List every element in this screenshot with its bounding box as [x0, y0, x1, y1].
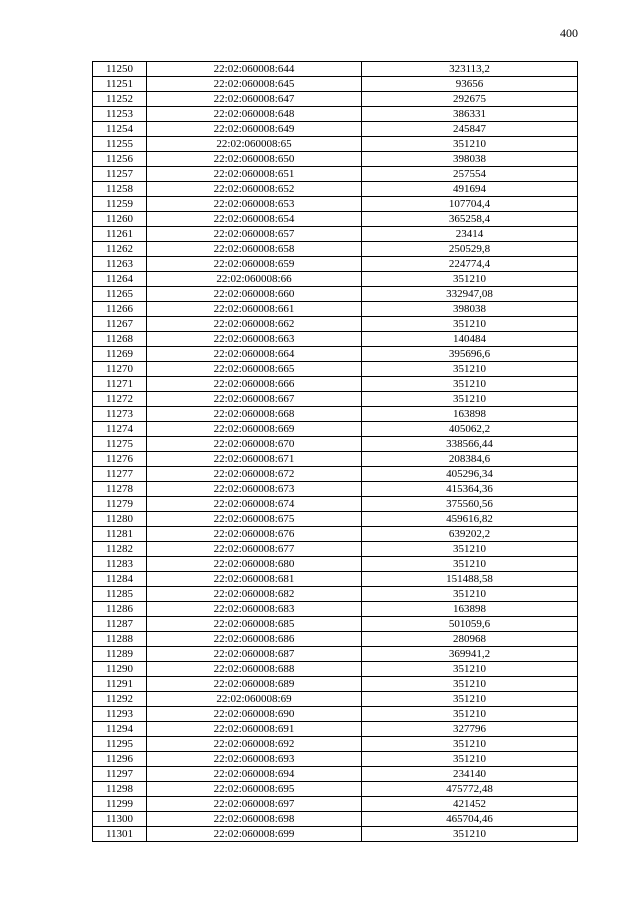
table-row: [93, 677, 578, 692]
row-number-cell: 11285: [93, 587, 147, 602]
row-number-cell: 11259: [93, 197, 147, 212]
row-number-cell: 11296: [93, 752, 147, 767]
row-number-cell: 11288: [93, 632, 147, 647]
cadastral-number-cell: 22:02:060008:671: [147, 452, 362, 467]
cadastral-number-cell: 22:02:060008:69: [147, 692, 362, 707]
row-number-cell: 11282: [93, 542, 147, 557]
table-row: [93, 107, 578, 122]
row-number-cell: 11286: [93, 602, 147, 617]
row-number-cell: 11270: [93, 362, 147, 377]
cadastral-number-cell: 22:02:060008:667: [147, 392, 362, 407]
table-row: [93, 437, 578, 452]
cadastral-value-cell: 224774,4: [362, 257, 578, 272]
cadastral-number-cell: 22:02:060008:647: [147, 92, 362, 107]
row-number-cell: 11266: [93, 302, 147, 317]
cadastral-number-cell: 22:02:060008:686: [147, 632, 362, 647]
cadastral-number-cell: 22:02:060008:699: [147, 827, 362, 842]
table-row: [93, 332, 578, 347]
table-row: [93, 587, 578, 602]
cadastral-value-cell: 405296,34: [362, 467, 578, 482]
table-row: [93, 242, 578, 257]
table-row: [93, 797, 578, 812]
cadastral-number-cell: 22:02:060008:687: [147, 647, 362, 662]
row-number-cell: 11281: [93, 527, 147, 542]
cadastral-value-cell: 163898: [362, 602, 578, 617]
cadastral-number-cell: 22:02:060008:666: [147, 377, 362, 392]
cadastral-number-cell: 22:02:060008:698: [147, 812, 362, 827]
cadastral-value-cell: 250529,8: [362, 242, 578, 257]
table-row: [93, 122, 578, 137]
cadastral-number-cell: 22:02:060008:683: [147, 602, 362, 617]
cadastral-number-cell: 22:02:060008:691: [147, 722, 362, 737]
cadastral-value-cell: 280968: [362, 632, 578, 647]
cadastral-value-cell: 351210: [362, 587, 578, 602]
row-number-cell: 11262: [93, 242, 147, 257]
row-number-cell: 11278: [93, 482, 147, 497]
cadastral-value-cell: 93656: [362, 77, 578, 92]
cadastral-value-cell: 351210: [362, 692, 578, 707]
cadastral-value-cell: 415364,36: [362, 482, 578, 497]
cadastral-value-cell: 369941,2: [362, 647, 578, 662]
cadastral-value-cell: 475772,48: [362, 782, 578, 797]
row-number-cell: 11293: [93, 707, 147, 722]
cadastral-number-cell: 22:02:060008:652: [147, 182, 362, 197]
row-number-cell: 11287: [93, 617, 147, 632]
row-number-cell: 11261: [93, 227, 147, 242]
table-row: [93, 152, 578, 167]
cadastral-value-cell: 351210: [362, 542, 578, 557]
cadastral-value-table: [92, 61, 578, 842]
table-row: [93, 407, 578, 422]
cadastral-value-cell: 351210: [362, 752, 578, 767]
cadastral-number-cell: 22:02:060008:649: [147, 122, 362, 137]
cadastral-value-cell: 332947,08: [362, 287, 578, 302]
row-number-cell: 11294: [93, 722, 147, 737]
row-number-cell: 11301: [93, 827, 147, 842]
page-number: 400: [560, 26, 578, 40]
cadastral-number-cell: 22:02:060008:644: [147, 62, 362, 77]
cadastral-number-cell: 22:02:060008:689: [147, 677, 362, 692]
row-number-cell: 11275: [93, 437, 147, 452]
cadastral-number-cell: 22:02:060008:660: [147, 287, 362, 302]
cadastral-value-cell: 351210: [362, 557, 578, 572]
cadastral-number-cell: 22:02:060008:672: [147, 467, 362, 482]
cadastral-value-cell: 351210: [362, 317, 578, 332]
cadastral-value-cell: 163898: [362, 407, 578, 422]
cadastral-value-cell: 351210: [362, 662, 578, 677]
table-row: [93, 707, 578, 722]
cadastral-value-cell: 465704,46: [362, 812, 578, 827]
cadastral-value-cell: 151488,58: [362, 572, 578, 587]
table-row: [93, 602, 578, 617]
table-row: [93, 497, 578, 512]
cadastral-number-cell: 22:02:060008:697: [147, 797, 362, 812]
cadastral-number-cell: 22:02:060008:693: [147, 752, 362, 767]
row-number-cell: 11299: [93, 797, 147, 812]
table-row: [93, 782, 578, 797]
cadastral-number-cell: 22:02:060008:675: [147, 512, 362, 527]
cadastral-value-cell: 421452: [362, 797, 578, 812]
cadastral-number-cell: 22:02:060008:676: [147, 527, 362, 542]
cadastral-number-cell: 22:02:060008:665: [147, 362, 362, 377]
cadastral-value-cell: 398038: [362, 152, 578, 167]
table-row: [93, 167, 578, 182]
cadastral-value-cell: 365258,4: [362, 212, 578, 227]
table-row: [93, 392, 578, 407]
row-number-cell: 11250: [93, 62, 147, 77]
cadastral-value-cell: 351210: [362, 377, 578, 392]
cadastral-value-cell: 386331: [362, 107, 578, 122]
table-row: [93, 347, 578, 362]
cadastral-number-cell: 22:02:060008:674: [147, 497, 362, 512]
table-row: [93, 812, 578, 827]
cadastral-value-cell: 338566,44: [362, 437, 578, 452]
row-number-cell: 11277: [93, 467, 147, 482]
row-number-cell: 11284: [93, 572, 147, 587]
cadastral-value-cell: 208384,6: [362, 452, 578, 467]
row-number-cell: 11290: [93, 662, 147, 677]
row-number-cell: 11252: [93, 92, 147, 107]
cadastral-number-cell: 22:02:060008:65: [147, 137, 362, 152]
row-number-cell: 11269: [93, 347, 147, 362]
cadastral-value-cell: 639202,2: [362, 527, 578, 542]
cadastral-number-cell: 22:02:060008:677: [147, 542, 362, 557]
table-row: [93, 542, 578, 557]
cadastral-value-cell: 351210: [362, 737, 578, 752]
row-number-cell: 11267: [93, 317, 147, 332]
row-number-cell: 11253: [93, 107, 147, 122]
row-number-cell: 11283: [93, 557, 147, 572]
cadastral-number-cell: 22:02:060008:688: [147, 662, 362, 677]
cadastral-number-cell: 22:02:060008:662: [147, 317, 362, 332]
row-number-cell: 11298: [93, 782, 147, 797]
cadastral-number-cell: 22:02:060008:66: [147, 272, 362, 287]
table-row: [93, 362, 578, 377]
table-row: [93, 92, 578, 107]
row-number-cell: 11260: [93, 212, 147, 227]
row-number-cell: 11265: [93, 287, 147, 302]
cadastral-number-cell: 22:02:060008:648: [147, 107, 362, 122]
cadastral-value-cell: 395696,6: [362, 347, 578, 362]
cadastral-value-cell: 459616,82: [362, 512, 578, 527]
cadastral-number-cell: 22:02:060008:695: [147, 782, 362, 797]
table-row: [93, 62, 578, 77]
row-number-cell: 11295: [93, 737, 147, 752]
cadastral-value-cell: 351210: [362, 827, 578, 842]
cadastral-value-cell: 107704,4: [362, 197, 578, 212]
table-row: [93, 212, 578, 227]
row-number-cell: 11256: [93, 152, 147, 167]
table-row: [93, 317, 578, 332]
cadastral-number-cell: 22:02:060008:650: [147, 152, 362, 167]
row-number-cell: 11273: [93, 407, 147, 422]
cadastral-number-cell: 22:02:060008:669: [147, 422, 362, 437]
cadastral-value-cell: 23414: [362, 227, 578, 242]
table-row: [93, 767, 578, 782]
cadastral-number-cell: 22:02:060008:657: [147, 227, 362, 242]
table-row: [93, 272, 578, 287]
table-row: [93, 452, 578, 467]
table-row: [93, 632, 578, 647]
row-number-cell: 11264: [93, 272, 147, 287]
cadastral-number-cell: 22:02:060008:653: [147, 197, 362, 212]
table-row: [93, 77, 578, 92]
table-row: [93, 662, 578, 677]
row-number-cell: 11258: [93, 182, 147, 197]
table-row: [93, 752, 578, 767]
cadastral-value-cell: 351210: [362, 392, 578, 407]
row-number-cell: 11291: [93, 677, 147, 692]
table-row: [93, 737, 578, 752]
table-body: [93, 62, 578, 842]
table-row: [93, 302, 578, 317]
cadastral-value-cell: 327796: [362, 722, 578, 737]
table-row: [93, 572, 578, 587]
row-number-cell: 11271: [93, 377, 147, 392]
row-number-cell: 11254: [93, 122, 147, 137]
table-row: [93, 722, 578, 737]
cadastral-value-cell: 292675: [362, 92, 578, 107]
table-row: [93, 422, 578, 437]
table-row: [93, 287, 578, 302]
cadastral-number-cell: 22:02:060008:664: [147, 347, 362, 362]
table-row: [93, 137, 578, 152]
cadastral-value-cell: 245847: [362, 122, 578, 137]
table-row: [93, 827, 578, 842]
row-number-cell: 11263: [93, 257, 147, 272]
table-row: [93, 512, 578, 527]
cadastral-number-cell: 22:02:060008:694: [147, 767, 362, 782]
row-number-cell: 11280: [93, 512, 147, 527]
cadastral-number-cell: 22:02:060008:685: [147, 617, 362, 632]
cadastral-number-cell: 22:02:060008:668: [147, 407, 362, 422]
table-row: [93, 527, 578, 542]
table-row: [93, 227, 578, 242]
row-number-cell: 11274: [93, 422, 147, 437]
cadastral-value-cell: 234140: [362, 767, 578, 782]
cadastral-number-cell: 22:02:060008:673: [147, 482, 362, 497]
cadastral-number-cell: 22:02:060008:661: [147, 302, 362, 317]
cadastral-value-cell: 351210: [362, 137, 578, 152]
cadastral-value-cell: 501059,6: [362, 617, 578, 632]
cadastral-value-cell: 257554: [362, 167, 578, 182]
table-row: [93, 257, 578, 272]
cadastral-number-cell: 22:02:060008:692: [147, 737, 362, 752]
table-row: [93, 197, 578, 212]
cadastral-value-cell: 405062,2: [362, 422, 578, 437]
row-number-cell: 11279: [93, 497, 147, 512]
cadastral-number-cell: 22:02:060008:680: [147, 557, 362, 572]
cadastral-number-cell: 22:02:060008:690: [147, 707, 362, 722]
row-number-cell: 11276: [93, 452, 147, 467]
cadastral-number-cell: 22:02:060008:681: [147, 572, 362, 587]
row-number-cell: 11289: [93, 647, 147, 662]
cadastral-number-cell: 22:02:060008:682: [147, 587, 362, 602]
row-number-cell: 11257: [93, 167, 147, 182]
row-number-cell: 11272: [93, 392, 147, 407]
table-row: [93, 647, 578, 662]
cadastral-number-cell: 22:02:060008:659: [147, 257, 362, 272]
cadastral-value-cell: 323113,2: [362, 62, 578, 77]
table-row: [93, 617, 578, 632]
cadastral-number-cell: 22:02:060008:658: [147, 242, 362, 257]
row-number-cell: 11297: [93, 767, 147, 782]
cadastral-number-cell: 22:02:060008:645: [147, 77, 362, 92]
cadastral-value-cell: 375560,56: [362, 497, 578, 512]
cadastral-value-cell: 491694: [362, 182, 578, 197]
row-number-cell: 11300: [93, 812, 147, 827]
row-number-cell: 11268: [93, 332, 147, 347]
table-row: [93, 467, 578, 482]
cadastral-value-cell: 351210: [362, 362, 578, 377]
cadastral-value-cell: 140484: [362, 332, 578, 347]
table-row: [93, 482, 578, 497]
table-row: [93, 692, 578, 707]
row-number-cell: 11292: [93, 692, 147, 707]
cadastral-number-cell: 22:02:060008:670: [147, 437, 362, 452]
cadastral-number-cell: 22:02:060008:663: [147, 332, 362, 347]
cadastral-number-cell: 22:02:060008:654: [147, 212, 362, 227]
table-row: [93, 182, 578, 197]
cadastral-value-cell: 351210: [362, 677, 578, 692]
row-number-cell: 11251: [93, 77, 147, 92]
table-row: [93, 557, 578, 572]
table-row: [93, 377, 578, 392]
cadastral-value-cell: 351210: [362, 272, 578, 287]
cadastral-value-cell: 351210: [362, 707, 578, 722]
row-number-cell: 11255: [93, 137, 147, 152]
cadastral-number-cell: 22:02:060008:651: [147, 167, 362, 182]
cadastral-value-cell: 398038: [362, 302, 578, 317]
